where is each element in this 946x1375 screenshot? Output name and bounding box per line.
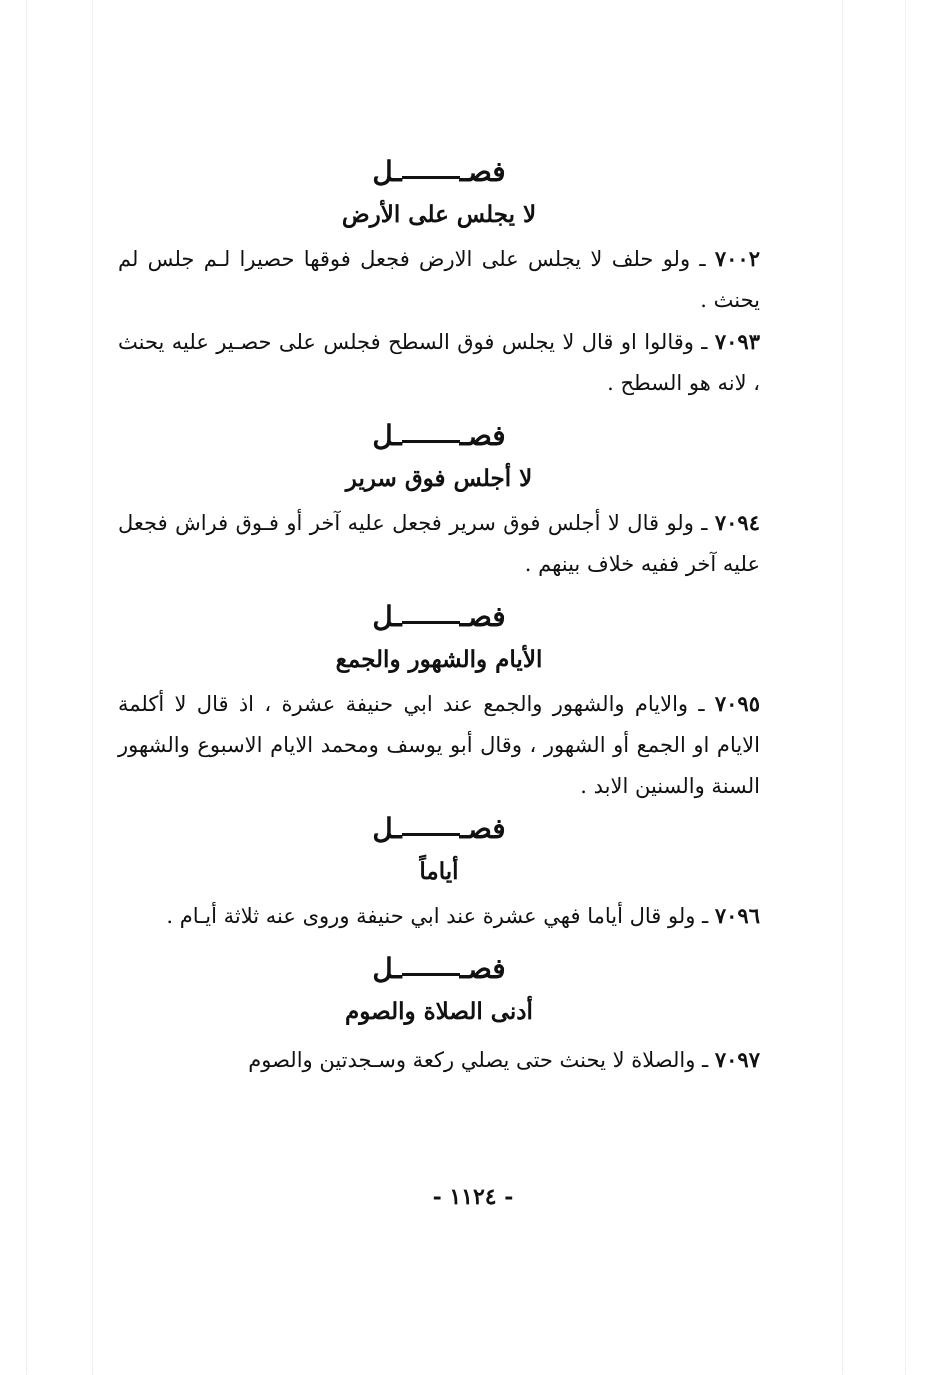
scan-artifact xyxy=(26,0,27,1375)
entry-paragraph xyxy=(118,502,760,585)
section xyxy=(118,811,760,937)
section-title xyxy=(118,951,760,987)
entry-text: ـ وقالوا او قال لا يجلس فوق السطح فجلس على حصـير عليه يحنث ، لانه هو السطح . xyxy=(118,330,760,395)
entry-text: ـ والايام والشهور والجمع عند ابي حنيفة عشرة ، اذ قال لا أكلمة الايام او الجمع أو الشهور ، وقال أبو يوسف ومحمد الايام الاسبوع والشهور السنة والسنين الابد . xyxy=(118,692,760,798)
section-title-end: ـل xyxy=(372,419,402,452)
page-body xyxy=(118,150,760,1081)
entry-paragraph xyxy=(118,238,760,321)
section-title-start: فصـ xyxy=(459,419,506,452)
page-number: - ١١٢٤ - xyxy=(432,1184,514,1210)
kashida-line xyxy=(402,621,460,624)
entry-number: ٧٠٠٢ xyxy=(714,246,760,271)
entry-paragraph xyxy=(118,683,760,807)
scan-artifact xyxy=(92,0,93,1375)
section-title-start: فصـ xyxy=(459,812,506,845)
section xyxy=(118,418,760,585)
section-heading: أدنى الصلاة والصوم xyxy=(345,998,533,1025)
entry-number: ٧٠٩٣ xyxy=(714,329,760,354)
scan-artifact xyxy=(905,0,906,1375)
section-heading: لا أجلس فوق سرير xyxy=(345,465,533,492)
kashida-line xyxy=(402,440,460,443)
entry-text: ـ ولو قال لا أجلس فوق سرير فجعل عليه آخر أو فـوق فراش فجعل عليه آخر ففيه خلاف بينهم . xyxy=(118,511,760,576)
section-title xyxy=(118,811,760,847)
section xyxy=(118,951,760,1081)
entry-paragraph xyxy=(118,895,760,937)
section-title xyxy=(118,418,760,454)
section xyxy=(118,599,760,807)
section xyxy=(118,154,760,404)
kashida-line xyxy=(402,973,460,976)
entry-text: ـ والصلاة لا يحنث حتى يصلي ركعة وسـجدتين والصوم xyxy=(248,1048,715,1072)
entry-number: ٧٠٩٤ xyxy=(714,510,760,535)
section-title xyxy=(118,154,760,190)
entry-text: ـ ولو حلف لا يجلس على الارض فجعل فوقها حصيرا لـم جلس لم يحنث . xyxy=(118,247,760,312)
entry-paragraph xyxy=(118,321,760,404)
entry-number: ٧٠٩٥ xyxy=(714,691,760,716)
section-title-end: ـل xyxy=(372,812,402,845)
section-heading: لا يجلس على الأرض xyxy=(341,201,537,228)
kashida-line xyxy=(402,833,460,836)
section-heading: أياماً xyxy=(419,858,459,885)
entry-number: ٧٠٩٧ xyxy=(714,1047,760,1072)
section-title-start: فصـ xyxy=(459,155,506,188)
section-title xyxy=(118,599,760,635)
section-title-end: ـل xyxy=(372,600,402,633)
entry-number: ٧٠٩٦ xyxy=(714,903,760,928)
section-title-start: فصـ xyxy=(459,600,506,633)
section-title-end: ـل xyxy=(372,155,402,188)
section-title-start: فصـ xyxy=(459,952,506,985)
scan-artifact xyxy=(842,0,843,1375)
entry-paragraph xyxy=(118,1039,760,1081)
kashida-line xyxy=(402,176,460,179)
entry-text: ـ ولو قال أياما فهي عشرة عند ابي حنيفة وروى عنه ثلاثة أيـام . xyxy=(166,904,715,928)
section-heading: الأيام والشهور والجمع xyxy=(335,646,543,673)
section-title-end: ـل xyxy=(372,952,402,985)
